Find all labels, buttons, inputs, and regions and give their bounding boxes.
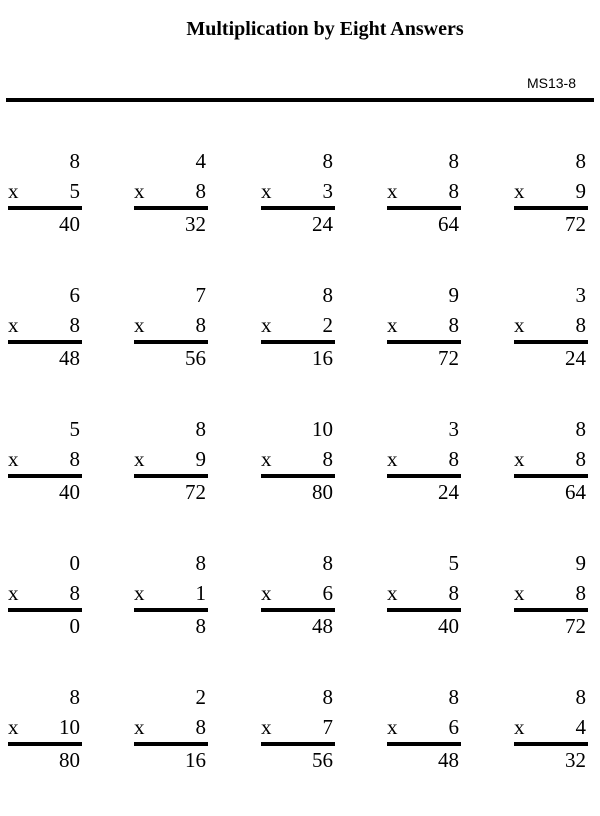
problem-row <box>0 146 600 280</box>
multiplication-problem <box>134 548 206 648</box>
answer: 80 <box>59 748 80 772</box>
times-sign: x <box>387 447 398 471</box>
answer: 64 <box>438 212 459 236</box>
answer: 56 <box>312 748 333 772</box>
multiplicand: 9 <box>448 283 459 307</box>
multiplier: 8 <box>69 447 80 471</box>
multiplier: 1 <box>195 581 206 605</box>
multiplicand: 8 <box>322 551 333 575</box>
multiplicand: 4 <box>195 149 206 173</box>
problem-row <box>0 414 600 548</box>
problem-row <box>0 280 600 414</box>
multiplication-problem <box>387 146 459 246</box>
multiplier-line <box>8 310 80 340</box>
multiplicand: 8 <box>575 417 586 441</box>
multiplication-problem <box>514 548 586 648</box>
multiplicand: 5 <box>69 417 80 441</box>
times-sign: x <box>134 447 145 471</box>
multiplier: 8 <box>322 447 333 471</box>
multiplicand: 8 <box>322 149 333 173</box>
multiplier-line <box>134 176 206 206</box>
multiplier-line <box>261 712 333 742</box>
problem-row <box>0 548 600 682</box>
multiplication-problem <box>8 548 80 648</box>
answer: 32 <box>565 748 586 772</box>
multiplicand: 8 <box>69 149 80 173</box>
multiplication-problem <box>8 682 80 782</box>
multiplier-line <box>514 176 586 206</box>
multiplier: 8 <box>575 313 586 337</box>
answer: 48 <box>438 748 459 772</box>
multiplicand: 8 <box>448 149 459 173</box>
multiplier: 8 <box>448 447 459 471</box>
answer: 24 <box>438 480 459 504</box>
multiplication-problem <box>261 280 333 380</box>
multiplier: 9 <box>195 447 206 471</box>
multiplier-line <box>387 712 459 742</box>
multiplicand: 8 <box>195 551 206 575</box>
times-sign: x <box>514 313 525 337</box>
answer: 72 <box>438 346 459 370</box>
multiplier-line <box>8 176 80 206</box>
multiplier: 8 <box>195 179 206 203</box>
multiplicand: 7 <box>195 283 206 307</box>
answer: 0 <box>69 614 80 638</box>
multiplier-line <box>514 444 586 474</box>
multiplication-problem <box>8 146 80 246</box>
times-sign: x <box>261 715 272 739</box>
times-sign: x <box>387 313 398 337</box>
multiplication-problem <box>514 682 586 782</box>
multiplicand: 3 <box>448 417 459 441</box>
answer: 72 <box>565 614 586 638</box>
times-sign: x <box>134 581 145 605</box>
multiplier: 8 <box>448 313 459 337</box>
multiplier-line <box>8 712 80 742</box>
answer: 48 <box>59 346 80 370</box>
times-sign: x <box>261 313 272 337</box>
multiplier: 5 <box>69 179 80 203</box>
multiplier: 2 <box>322 313 333 337</box>
times-sign: x <box>8 313 19 337</box>
multiplier-line <box>387 176 459 206</box>
multiplier: 8 <box>69 581 80 605</box>
multiplicand: 10 <box>312 417 333 441</box>
multiplier-line <box>8 578 80 608</box>
worksheet-title: Multiplication by Eight Answers <box>186 18 464 40</box>
multiplier: 6 <box>322 581 333 605</box>
multiplicand: 9 <box>575 551 586 575</box>
multiplier-line <box>514 712 586 742</box>
times-sign: x <box>387 581 398 605</box>
answer: 72 <box>565 212 586 236</box>
multiplication-problem <box>387 548 459 648</box>
multiplication-problem <box>387 682 459 782</box>
multiplicand: 8 <box>322 283 333 307</box>
times-sign: x <box>8 447 19 471</box>
times-sign: x <box>514 581 525 605</box>
multiplicand: 8 <box>69 685 80 709</box>
times-sign: x <box>261 179 272 203</box>
multiplier-line <box>514 310 586 340</box>
multiplier: 7 <box>322 715 333 739</box>
multiplier-line <box>134 310 206 340</box>
multiplication-problem <box>387 414 459 514</box>
multiplication-problem <box>261 682 333 782</box>
multiplication-problem <box>514 280 586 380</box>
answer: 24 <box>312 212 333 236</box>
multiplier: 8 <box>448 581 459 605</box>
multiplication-problem <box>261 548 333 648</box>
answer: 64 <box>565 480 586 504</box>
times-sign: x <box>514 179 525 203</box>
multiplication-problem <box>134 414 206 514</box>
times-sign: x <box>261 581 272 605</box>
multiplier-line <box>134 578 206 608</box>
multiplier: 3 <box>322 179 333 203</box>
multiplication-problem <box>261 146 333 246</box>
answer: 40 <box>438 614 459 638</box>
multiplication-problem <box>134 146 206 246</box>
answer: 24 <box>565 346 586 370</box>
multiplication-problem <box>8 414 80 514</box>
times-sign: x <box>134 313 145 337</box>
times-sign: x <box>134 715 145 739</box>
answer: 72 <box>185 480 206 504</box>
multiplier: 8 <box>448 179 459 203</box>
answer: 40 <box>59 480 80 504</box>
multiplication-problem <box>134 280 206 380</box>
multiplier-line <box>261 578 333 608</box>
times-sign: x <box>8 179 19 203</box>
multiplier-line <box>261 444 333 474</box>
multiplicand: 3 <box>575 283 586 307</box>
answer: 40 <box>59 212 80 236</box>
multiplicand: 2 <box>195 685 206 709</box>
times-sign: x <box>514 715 525 739</box>
answer: 80 <box>312 480 333 504</box>
multiplicand: 8 <box>575 149 586 173</box>
multiplicand: 8 <box>322 685 333 709</box>
multiplicand: 8 <box>448 685 459 709</box>
multiplier-line <box>387 444 459 474</box>
multiplier: 8 <box>195 313 206 337</box>
multiplier-line <box>134 444 206 474</box>
answer: 16 <box>185 748 206 772</box>
multiplier-line <box>261 310 333 340</box>
header-rule <box>6 98 594 102</box>
times-sign: x <box>514 447 525 471</box>
worksheet-code: MS13-8 <box>526 75 576 91</box>
multiplier: 4 <box>575 715 586 739</box>
multiplication-problem <box>514 146 586 246</box>
answer: 32 <box>185 212 206 236</box>
multiplier-line <box>8 444 80 474</box>
multiplicand: 8 <box>195 417 206 441</box>
multiplication-problem <box>514 414 586 514</box>
times-sign: x <box>134 179 145 203</box>
multiplicand: 5 <box>448 551 459 575</box>
multiplier-line <box>261 176 333 206</box>
multiplicand: 6 <box>69 283 80 307</box>
multiplication-problem <box>387 280 459 380</box>
multiplication-problem <box>134 682 206 782</box>
times-sign: x <box>8 715 19 739</box>
multiplier-line <box>387 578 459 608</box>
answer: 8 <box>195 614 206 638</box>
answer: 48 <box>312 614 333 638</box>
multiplier: 8 <box>575 447 586 471</box>
times-sign: x <box>261 447 272 471</box>
times-sign: x <box>8 581 19 605</box>
multiplier: 8 <box>195 715 206 739</box>
multiplier: 8 <box>69 313 80 337</box>
multiplier-line <box>387 310 459 340</box>
answer: 16 <box>312 346 333 370</box>
problem-row <box>0 682 600 816</box>
multiplication-problem <box>261 414 333 514</box>
answer: 56 <box>185 346 206 370</box>
multiplier: 10 <box>59 715 80 739</box>
multiplier: 8 <box>575 581 586 605</box>
problem-grid <box>0 146 600 816</box>
multiplier: 6 <box>448 715 459 739</box>
multiplier-line <box>514 578 586 608</box>
multiplier: 9 <box>575 179 586 203</box>
multiplicand: 0 <box>69 551 80 575</box>
times-sign: x <box>387 715 398 739</box>
times-sign: x <box>387 179 398 203</box>
multiplication-problem <box>8 280 80 380</box>
multiplicand: 8 <box>575 685 586 709</box>
multiplier-line <box>134 712 206 742</box>
